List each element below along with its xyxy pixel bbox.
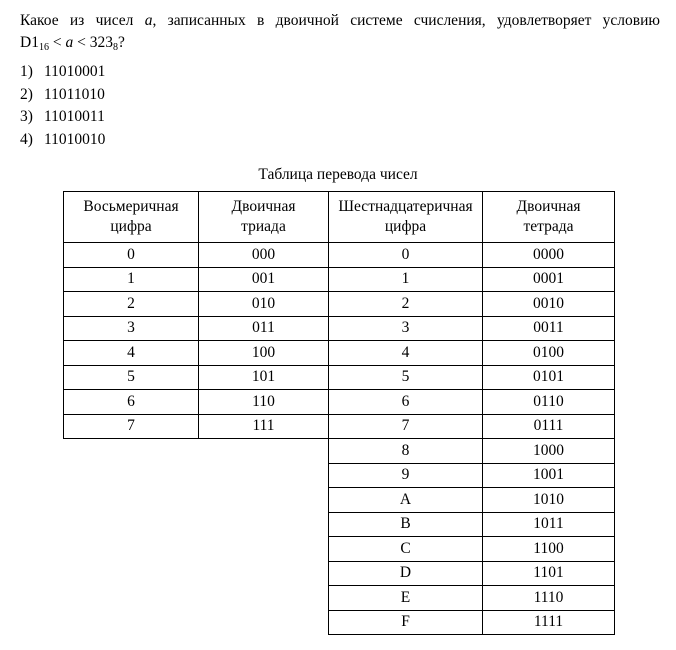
question-line-1: [20, 10, 660, 32]
less-than-1: <: [48, 34, 66, 51]
table-row: [64, 390, 615, 415]
empty-cell: [64, 610, 199, 635]
empty-cell: [199, 488, 329, 513]
table-row: [64, 365, 615, 390]
binary-triad-cell: 111: [199, 414, 329, 439]
header-binary-tetrad: Двоичная тетрада: [483, 192, 615, 243]
hex-digit-cell: 5: [329, 365, 483, 390]
conversion-table: [63, 191, 615, 635]
hex-base: 16: [38, 42, 49, 53]
binary-tetrad-cell: 0111: [483, 414, 615, 439]
hex-digit-cell: 3: [329, 316, 483, 341]
hex-digit-cell: 6: [329, 390, 483, 415]
hex-digit-cell: F: [329, 610, 483, 635]
hex-digit-cell: 9: [329, 463, 483, 488]
binary-tetrad-cell: 1110: [483, 586, 615, 611]
question-line-2: [20, 32, 660, 54]
option-value: 11011010: [44, 85, 105, 103]
hex-digit-cell: A: [329, 488, 483, 513]
binary-tetrad-cell: 1101: [483, 561, 615, 586]
option-value: 11010010: [44, 130, 106, 148]
empty-cell: [199, 586, 329, 611]
table-row: [64, 586, 615, 611]
empty-cell: [64, 463, 199, 488]
binary-tetrad-cell: 1111: [483, 610, 615, 635]
octal-number: < 323: [73, 34, 113, 51]
table-row: [64, 341, 615, 366]
binary-triad-cell: 110: [199, 390, 329, 415]
question-mark: ?: [117, 34, 125, 51]
binary-tetrad-cell: 1000: [483, 439, 615, 464]
hex-number: D1: [20, 34, 39, 51]
binary-triad-cell: 100: [199, 341, 329, 366]
question-part-2: , записанных в двоичной системе счисления, удовлетворяет условию: [152, 12, 660, 29]
hex-digit-cell: D: [329, 561, 483, 586]
octal-digit-cell: 3: [64, 316, 199, 341]
hex-digit-cell: 0: [329, 243, 483, 268]
answer-option[interactable]: [20, 61, 105, 84]
empty-cell: [64, 439, 199, 464]
table-header-row: [64, 192, 615, 243]
header-octal-digit: Восьмеричная цифра: [64, 192, 199, 243]
hex-digit-cell: 7: [329, 414, 483, 439]
option-number: 4): [20, 130, 33, 148]
binary-tetrad-cell: 0100: [483, 341, 615, 366]
binary-triad-cell: 011: [199, 316, 329, 341]
table-row: [64, 243, 615, 268]
octal-digit-cell: 5: [64, 365, 199, 390]
octal-digit-cell: 4: [64, 341, 199, 366]
binary-triad-cell: 000: [199, 243, 329, 268]
option-value: 11010001: [44, 63, 106, 80]
answer-option[interactable]: [20, 106, 105, 129]
octal-digit-cell: 6: [64, 390, 199, 415]
binary-tetrad-cell: 0110: [483, 390, 615, 415]
binary-tetrad-cell: 1100: [483, 537, 615, 562]
binary-tetrad-cell: 1011: [483, 512, 615, 537]
octal-digit-cell: 0: [64, 243, 199, 268]
hex-digit-cell: 8: [329, 439, 483, 464]
binary-triad-cell: 010: [199, 292, 329, 317]
answer-option[interactable]: [20, 129, 105, 152]
question-part-1: Какое из чисел: [20, 12, 145, 29]
binary-triad-cell: 101: [199, 365, 329, 390]
octal-digit-cell: 1: [64, 267, 199, 292]
table-row: [64, 439, 615, 464]
question-text: [20, 10, 660, 54]
hex-digit-cell: E: [329, 586, 483, 611]
table-row: [64, 610, 615, 635]
empty-cell: [199, 561, 329, 586]
empty-cell: [64, 488, 199, 513]
binary-tetrad-cell: 0000: [483, 243, 615, 268]
table-row: [64, 463, 615, 488]
variable-a-2: a: [65, 34, 74, 51]
empty-cell: [64, 512, 199, 537]
empty-cell: [64, 561, 199, 586]
octal-digit-cell: 7: [64, 414, 199, 439]
table-row: [64, 316, 615, 341]
table-row: [64, 414, 615, 439]
option-number: 3): [20, 108, 33, 125]
hex-digit-cell: C: [329, 537, 483, 562]
variable-a: a: [144, 12, 153, 29]
table-row: [64, 561, 615, 586]
option-value: 11010011: [44, 108, 105, 125]
option-number: 1): [20, 63, 33, 80]
binary-tetrad-cell: 0010: [483, 292, 615, 317]
empty-cell: [199, 537, 329, 562]
empty-cell: [199, 463, 329, 488]
table-row: [64, 292, 615, 317]
empty-cell: [199, 512, 329, 537]
binary-tetrad-cell: 0011: [483, 316, 615, 341]
table-row: [64, 267, 615, 292]
binary-triad-cell: 001: [199, 267, 329, 292]
hex-digit-cell: B: [329, 512, 483, 537]
answer-option[interactable]: [20, 84, 105, 107]
octal-digit-cell: 2: [64, 292, 199, 317]
table-body: [64, 243, 615, 635]
empty-cell: [64, 537, 199, 562]
table-caption: Таблица перевода чисел: [258, 166, 418, 183]
table-row: [64, 512, 615, 537]
empty-cell: [199, 610, 329, 635]
binary-tetrad-cell: 0001: [483, 267, 615, 292]
hex-digit-cell: 4: [329, 341, 483, 366]
binary-tetrad-cell: 1001: [483, 463, 615, 488]
table-row: [64, 488, 615, 513]
empty-cell: [199, 439, 329, 464]
binary-tetrad-cell: 0101: [483, 365, 615, 390]
hex-digit-cell: 1: [329, 267, 483, 292]
answer-options: [20, 61, 105, 151]
header-hex-digit: Шестнадцатеричная цифра: [329, 192, 483, 243]
hex-digit-cell: 2: [329, 292, 483, 317]
header-binary-triad: Двоичная триада: [199, 192, 329, 243]
table-row: [64, 537, 615, 562]
binary-tetrad-cell: 1010: [483, 488, 615, 513]
empty-cell: [64, 586, 199, 611]
option-number: 2): [20, 85, 33, 103]
octal-base: 8: [112, 42, 118, 53]
